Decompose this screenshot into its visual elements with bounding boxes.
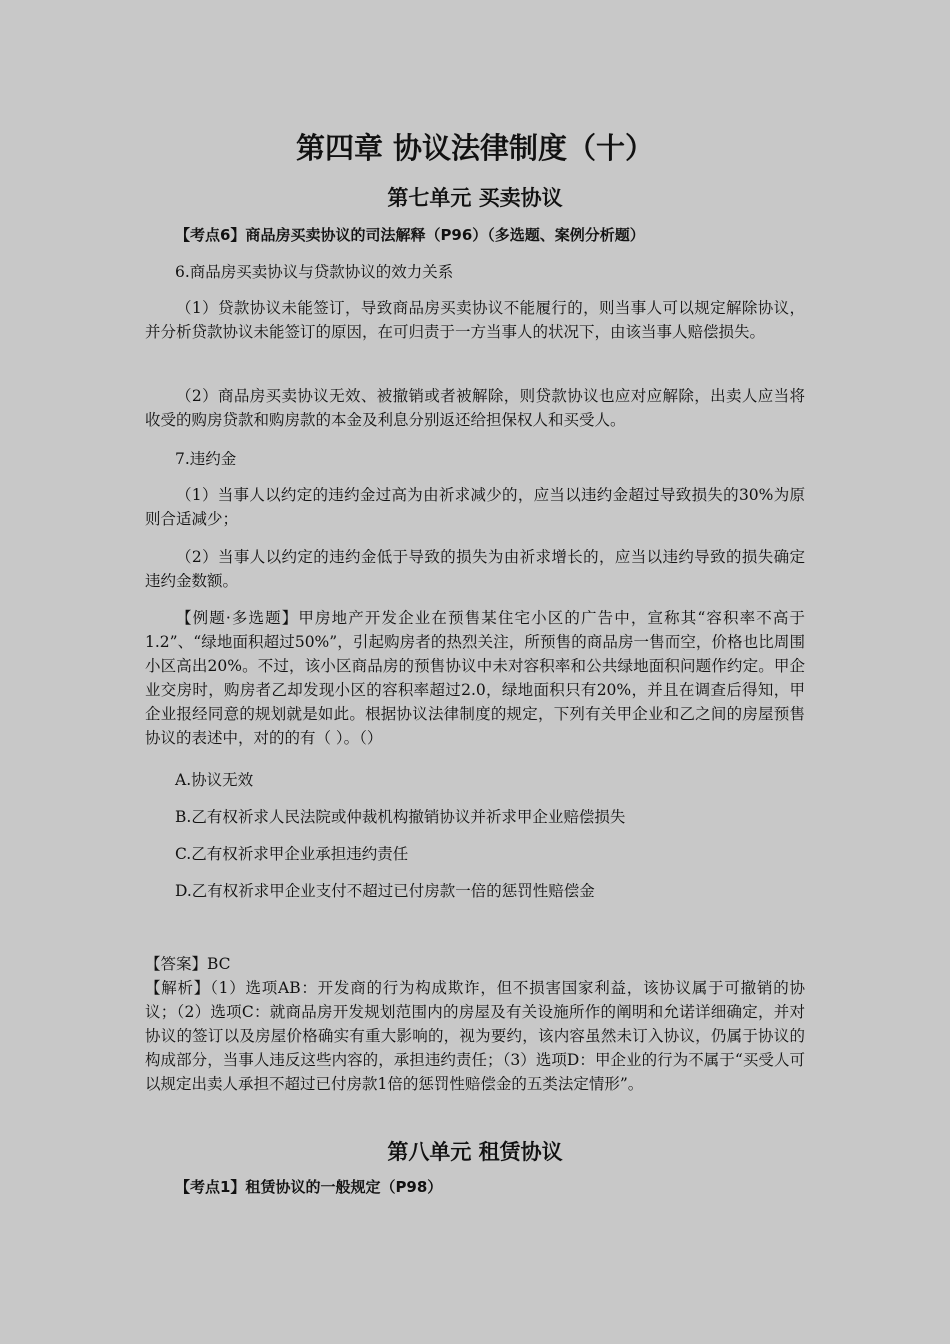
- option-a: A.协议无效: [175, 771, 254, 789]
- answer: 【答案】BC: [145, 955, 231, 973]
- section-6-heading: 6.商品房买卖协议与贷款协议的效力关系: [175, 263, 454, 281]
- option-b: B.乙有权祈求人民法院或仲裁机构撤销协议并祈求甲企业赔偿损失: [175, 808, 626, 826]
- paragraph-6-1: （1）贷款协议未能签订，导致商品房买卖协议不能履行的，则当事人可以规定解除协议，并分析贷款协议未能签订的原因，在可归责于一方当事人的状况下，由该当事人赔偿损失。: [145, 299, 805, 341]
- paragraph-7-2: （2）当事人以约定的违约金低于导致的损失为由祈求增长的，应当以违约导致的损失确定违约金数额。: [145, 548, 805, 590]
- example-question: 【例题·多选题】甲房地产开发企业在预售某住宅小区的广告中，宣称其“容积率不高于1.2”、“绿地面积超过50%”，引起购房者的热烈关注，所预售的商品房一售而空，价格也比周围小区高出20%。不过，该小区商品房的预售协议中未对容积率和公共绿地面积问题作约定。甲企业交房时，购房者乙却发现小区的容积率超过2.0，绿地面积只有20%，并且在调查后得知，甲企业报经同意的规划就是如此。根据协议法律制度的规定，下列有关甲企业和乙之间的房屋预售协议的表述中，对的的有（ ）。（）: [145, 609, 805, 747]
- key-point-heading-6: 【考点6】商品房买卖协议的司法解释（P96）（多选题、案例分析题）: [175, 226, 645, 244]
- chapter-title: 第四章 协议法律制度（十）: [295, 131, 655, 165]
- paragraph-7-1: （1）当事人以约定的违约金过高为由祈求减少的，应当以违约金超过导致损失的30%为原则合适减少；: [145, 486, 805, 528]
- key-point-heading-1: 【考点1】租赁协议的一般规定（P98）: [175, 1178, 443, 1196]
- unit-heading-8: 第八单元 租赁协议: [387, 1140, 563, 1164]
- option-d: D.乙有权祈求甲企业支付不超过已付房款一倍的惩罚性赔偿金: [175, 882, 595, 900]
- option-c: C.乙有权祈求甲企业承担违约责任: [175, 845, 409, 863]
- analysis: 【解析】（1）选项AB：开发商的行为构成欺诈，但不损害国家利益，该协议属于可撤销的协议；（2）选项C：就商品房开发规划范围内的房屋及有关设施所作的阐明和允诺详细确定，并对协议的签订以及房屋价格确实有重大影响的，视为要约，该内容虽然未订入协议，仍属于协议的构成部分，当事人违反这些内容的，承担违约责任；（3）选项D：甲企业的行为不属于“买受人可以规定出卖人承担不超过已付房款1倍的惩罚性赔偿金的五类法定情形”。: [145, 979, 805, 1093]
- section-7-heading: 7.违约金: [175, 450, 237, 468]
- paragraph-6-2: （2）商品房买卖协议无效、被撤销或者被解除，则贷款协议也应对应解除，出卖人应当将收受的购房贷款和购房款的本金及利息分别返还给担保权人和买受人。: [145, 387, 805, 429]
- unit-heading-7: 第七单元 买卖协议: [387, 186, 563, 210]
